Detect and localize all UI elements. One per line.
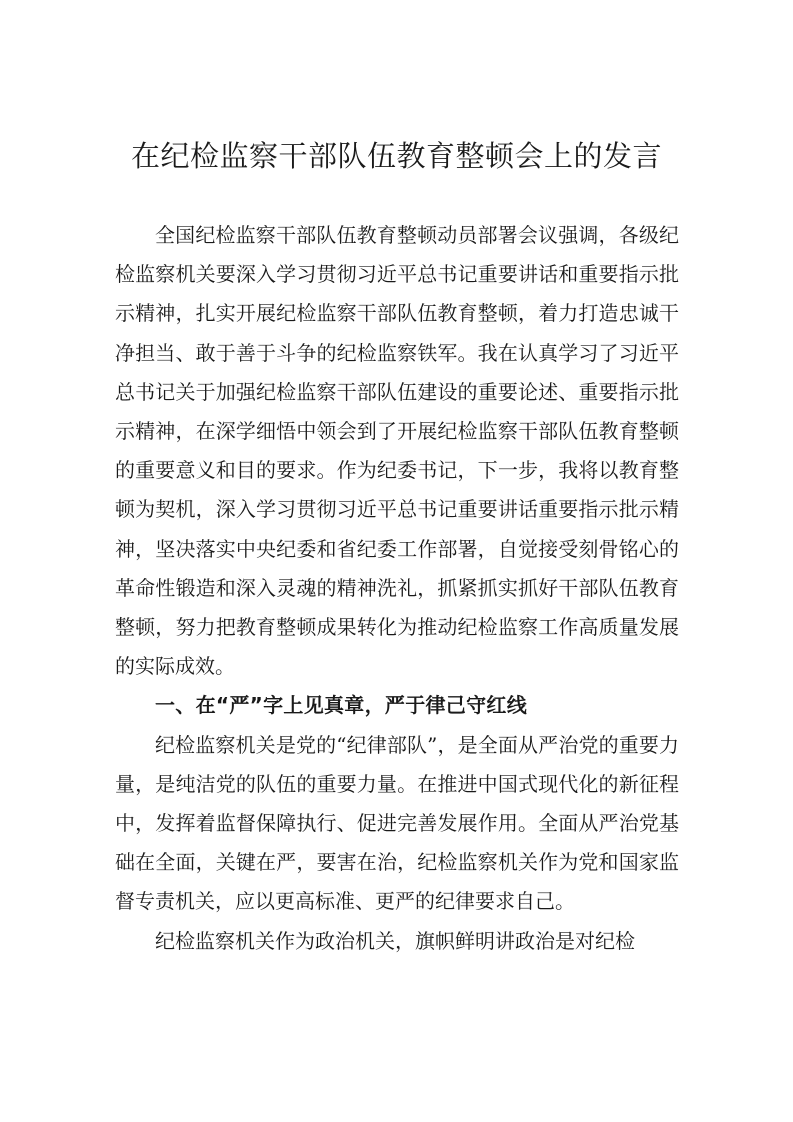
- document-title: 在纪检监察干部队伍教育整顿会上的发言: [130, 139, 662, 173]
- section-heading-1: 一、在“严”字上见真章，严于律己守红线: [155, 693, 527, 718]
- paragraph-section-1: 纪检监察机关是党的“纪律部队”，是全面从严治党的重要力量，是纯洁党的队伍的重要力量。在推进中国式现代化的新征程中，发挥着监督保障执行、促进完善发展作用。全面从严治党基础在全面，关键在严，要害在治，纪检监察机关作为党和国家监督专责机关，应以更高标准、更严的纪律要求自己。: [115, 732, 679, 914]
- paragraph-section-1-continued: 纪检监察机关作为政治机关，旗帜鲜明讲政治是对纪检: [155, 928, 635, 953]
- paragraph-intro: 全国纪检监察干部队伍教育整顿动员部署会议强调，各级纪检监察机关要深入学习贯彻习近平总书记重要讲话和重要指示批示精神，扎实开展纪检监察干部队伍教育整顿，着力打造忠诚干净担当、敢于善于斗争的纪检监察铁军。我在认真学习了习近平总书记关于加强纪检监察干部队伍建设的重要论述、重要指示批示精神，在深学细悟中领会到了开展纪检监察干部队伍教育整顿的重要意义和目的要求。作为纪委书记，下一步，我将以教育整顿为契机，深入学习贯彻习近平总书记重要讲话重要指示批示精神，坚决落实中央纪委和省纪委工作部署，自觉接受刻骨铭心的革命性锻造和深入灵魂的精神洗礼，抓紧抓实抓好干部队伍教育整顿，努力把教育整顿成果转化为推动纪检监察工作高质量发展的实际成效。: [115, 223, 679, 679]
- document-body: [115, 216, 679, 961]
